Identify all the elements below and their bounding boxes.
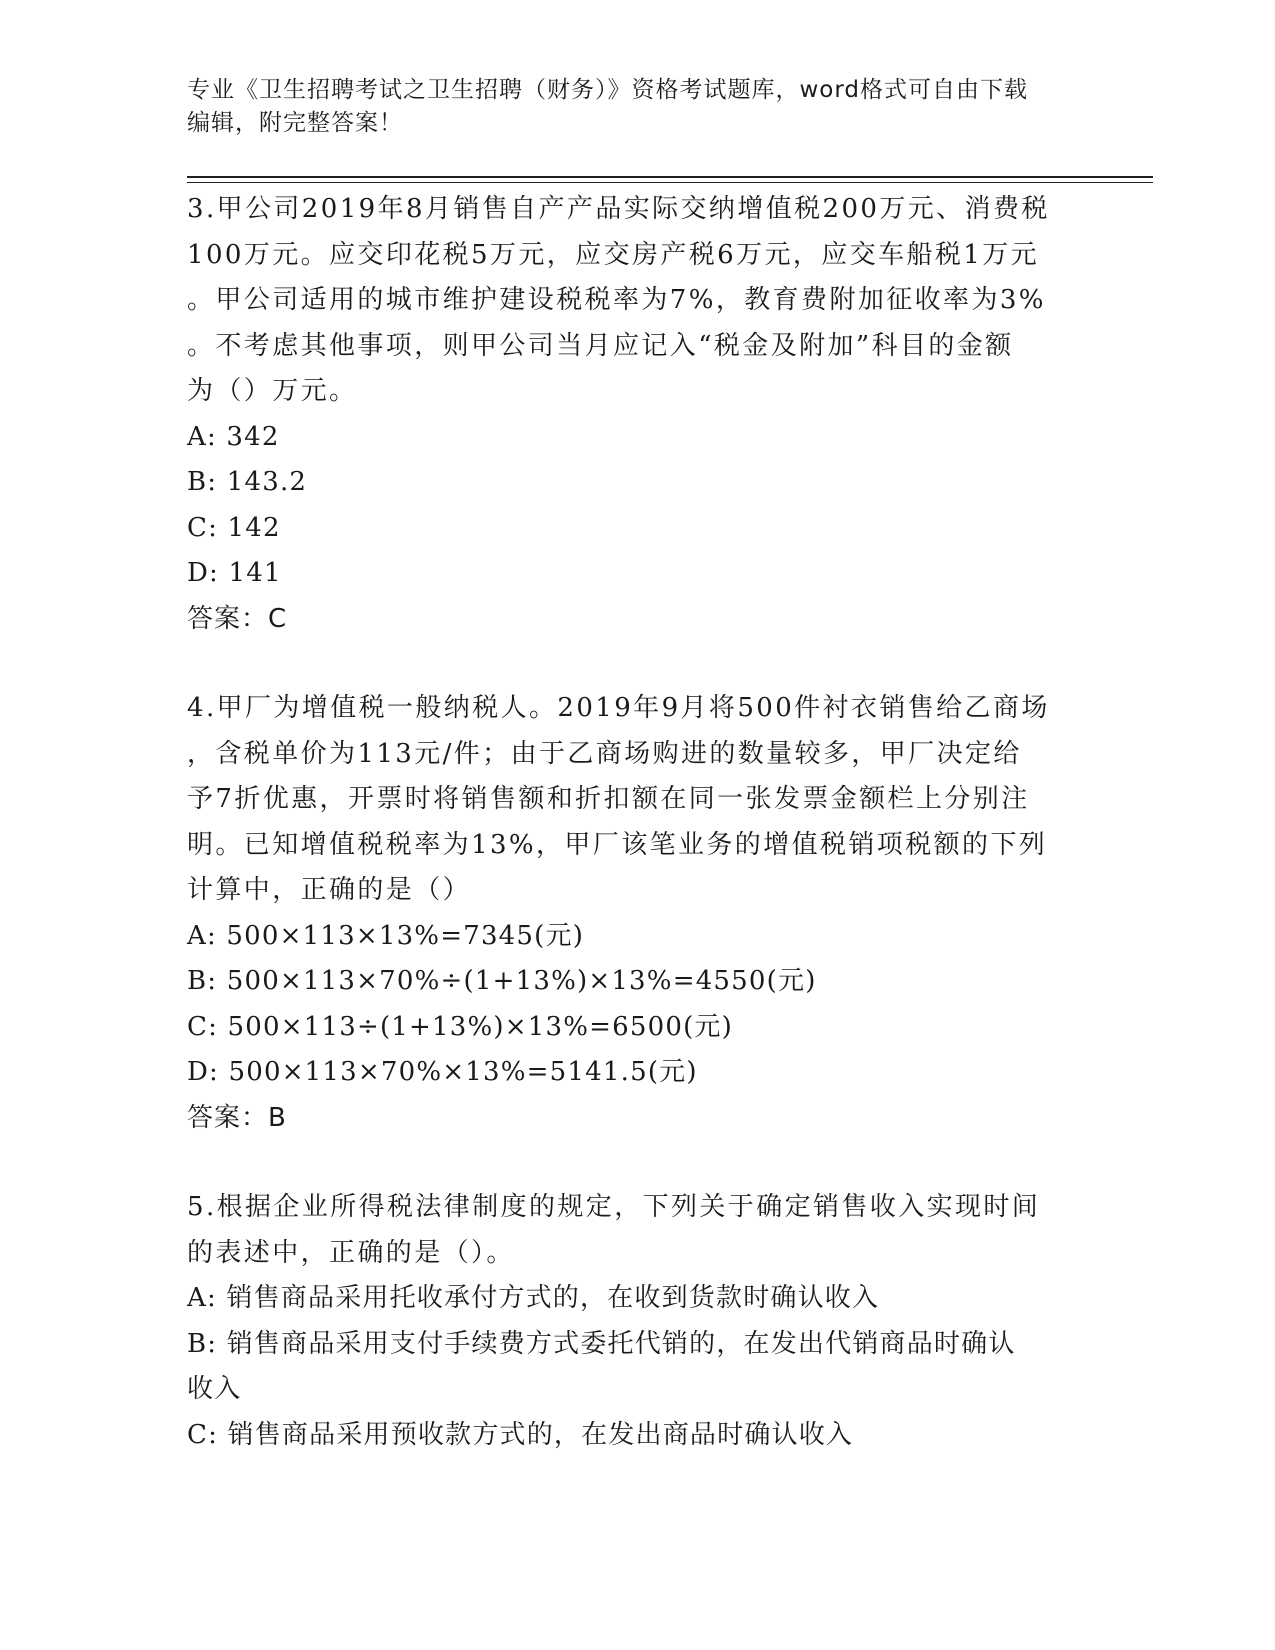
question-stem-line: 为（）万元。 [187, 376, 358, 406]
question-stem-line: 的表述中，正确的是（）。 [187, 1237, 515, 1268]
option-b: B: 143.2 [187, 467, 308, 497]
option-c: C: 销售商品采用预收款方式的，在发出商品时确认收入 [187, 1419, 854, 1450]
question-3 [187, 187, 1087, 642]
option-d: D: 500×113×70%×13%=5141.5(元) [187, 1057, 698, 1087]
question-stem-line: 予7折优惠，开票时将销售额和折扣额在同一张发票金额栏上分别注 [187, 784, 1030, 814]
question-stem-line: 4.甲厂为增值税一般纳税人。2019年9月将500件衬衣销售给乙商场 [187, 693, 1050, 723]
option-b: B: 销售商品采用支付手续费方式委托代销的，在发出代销商品时确认 [187, 1328, 1016, 1359]
option-a: A: 销售商品采用托收承付方式的，在收到货款时确认收入 [187, 1283, 880, 1313]
option-a: A: 342 [187, 421, 280, 452]
option-c: C: 500×113÷(1+13%)×13%=6500(元) [187, 1011, 733, 1042]
option-d: D: 141 [187, 558, 282, 588]
question-stem-line: 明。已知增值税税率为13%，甲厂该笔业务的增值税销项税额的下列 [187, 829, 1048, 860]
option-a: A: 500×113×13%=7345(元) [187, 920, 585, 951]
answer-label: 答案：B [187, 1102, 287, 1133]
question-5 [187, 1185, 1087, 1458]
question-stem-line: ，含税单价为113元/件；由于乙商场购进的数量较多，甲厂决定给 [187, 738, 1022, 769]
option-b: B: 500×113×70%÷(1+13%)×13%=4550(元) [187, 966, 817, 996]
header-rule-thin [187, 182, 1153, 183]
question-stem-line: 5.根据企业所得税法律制度的规定，下列关于确定销售收入实现时间 [187, 1192, 1041, 1222]
answer-label: 答案：C [187, 603, 288, 634]
question-stem-line: 100万元。应交印花税5万元，应交房产税6万元，应交车船税1万元 [187, 239, 1040, 270]
question-stem-line: 。不考虑其他事项，则甲公司当月应记入“税金及附加”科目的金额 [187, 330, 1014, 361]
option-c: C: 142 [187, 512, 281, 543]
question-stem-line: 计算中，正确的是（） [187, 875, 472, 905]
question-stem-line: 3.甲公司2019年8月销售自产产品实际交纳增值税200万元、消费税 [187, 194, 1050, 224]
question-4 [187, 686, 1087, 1141]
document-header [187, 74, 1087, 140]
header-line-1: 专业《卫生招聘考试之卫生招聘（财务）》资格考试题库，word格式可自由下载 [187, 77, 1029, 103]
header-rule-thick [187, 176, 1153, 178]
question-stem-line: 。甲公司适用的城市维护建设税税率为7%，教育费附加征收率为3% [187, 285, 1046, 315]
header-line-2: 编辑，附完整答案！ [187, 110, 403, 136]
option-b-continued: 收入 [187, 1374, 242, 1404]
